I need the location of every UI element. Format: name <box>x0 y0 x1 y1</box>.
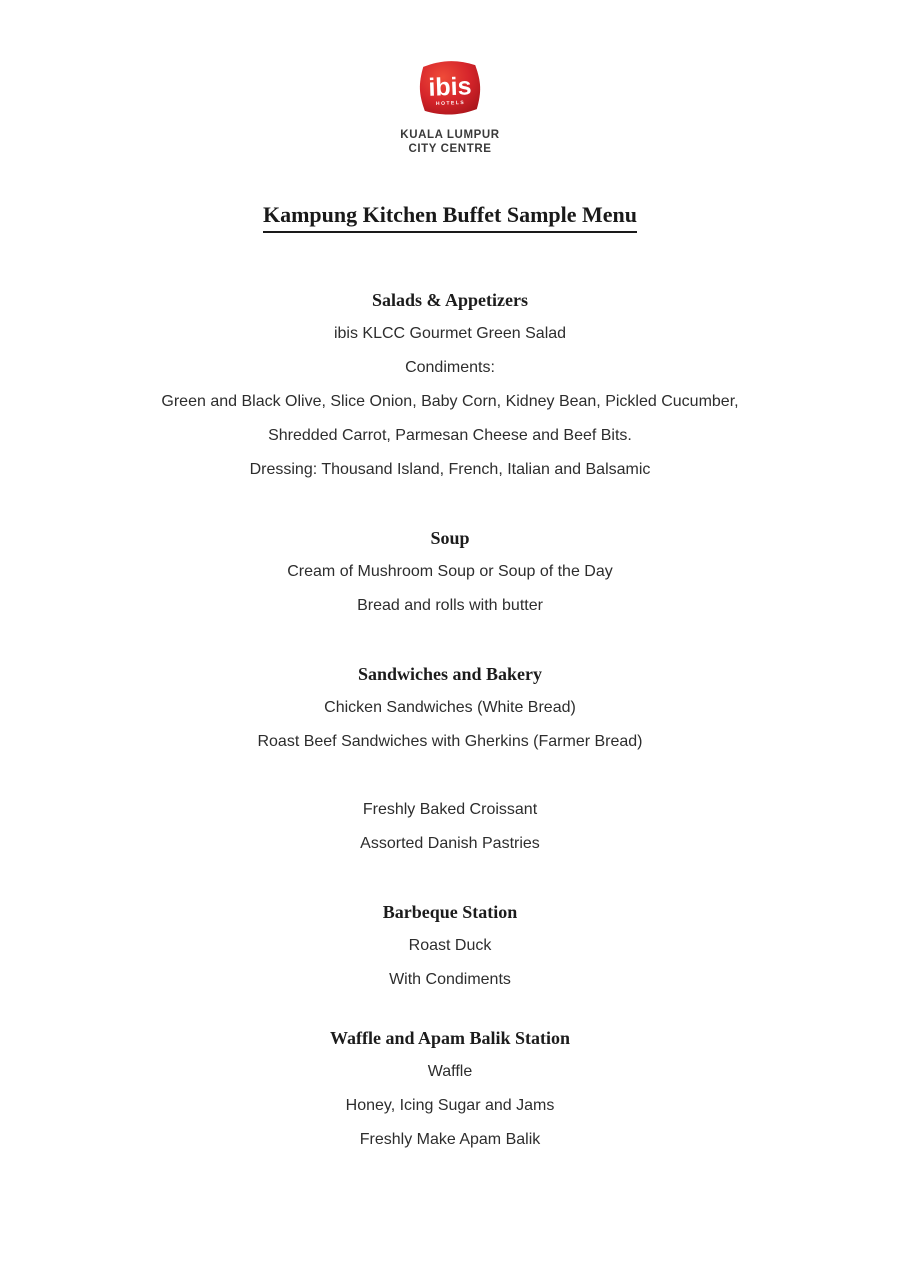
menu-section <box>0 521 900 623</box>
menu-item-line: Green and Black Olive, Slice Onion, Baby Corn, Kidney Bean, Pickled Cucumber, <box>161 393 739 410</box>
section-lines <box>0 1055 900 1157</box>
section-heading: Sandwiches and Bakery <box>357 664 543 684</box>
page-title: Kampung Kitchen Buffet Sample Menu <box>263 202 637 233</box>
title-row <box>0 202 900 233</box>
menu-item-line: Assorted Danish Pastries <box>360 835 540 852</box>
logo-brand-text: ibis <box>427 72 472 102</box>
menu-item-line: Shredded Carrot, Parmesan Cheese and Beef Bits. <box>268 427 632 444</box>
section-lines <box>0 929 900 997</box>
hotel-logo <box>0 0 900 156</box>
menu-item-line: Cream of Mushroom Soup or Soup of the Day <box>287 563 613 580</box>
menu-item-line: Freshly Baked Croissant <box>362 801 538 818</box>
section-heading: Soup <box>430 528 470 548</box>
menu-section <box>0 657 900 861</box>
menu-section <box>0 1021 900 1157</box>
menu-item-line: Bread and rolls with butter <box>357 597 543 614</box>
menu-item-line: Freshly Make Apam Balik <box>359 1131 541 1148</box>
section-heading: Barbeque Station <box>382 902 518 922</box>
menu-item-line: Condiments: <box>405 359 495 376</box>
menu-item-line: Dressing: Thousand Island, French, Italian and Balsamic <box>249 461 651 478</box>
hotel-location-line2: CITY CENTRE <box>408 143 492 155</box>
section-heading: Waffle and Apam Balik Station <box>329 1028 571 1048</box>
menu-item-line: Roast Beef Sandwiches with Gherkins (Farmer Bread) <box>257 733 643 750</box>
section-lines <box>0 555 900 623</box>
menu-section <box>0 283 900 487</box>
menu-item-line: Chicken Sandwiches (White Bread) <box>324 699 576 716</box>
ibis-logo-icon <box>417 57 483 118</box>
section-lines <box>0 691 900 861</box>
menu-item-line: ibis KLCC Gourmet Green Salad <box>333 325 567 342</box>
menu-item-line: Honey, Icing Sugar and Jams <box>345 1097 555 1114</box>
hotel-location-line1: KUALA LUMPUR <box>400 129 500 141</box>
menu-section <box>0 895 900 997</box>
menu-item-line: Waffle <box>427 1063 473 1080</box>
section-lines <box>0 317 900 487</box>
section-heading: Salads & Appetizers <box>371 290 528 310</box>
menu-item-line: With Condiments <box>389 971 511 988</box>
menu-sections <box>0 283 900 1157</box>
menu-item-line: Roast Duck <box>408 937 492 954</box>
logo-brand-sub-text: HOTELS <box>435 99 466 107</box>
hotel-location <box>0 128 900 156</box>
